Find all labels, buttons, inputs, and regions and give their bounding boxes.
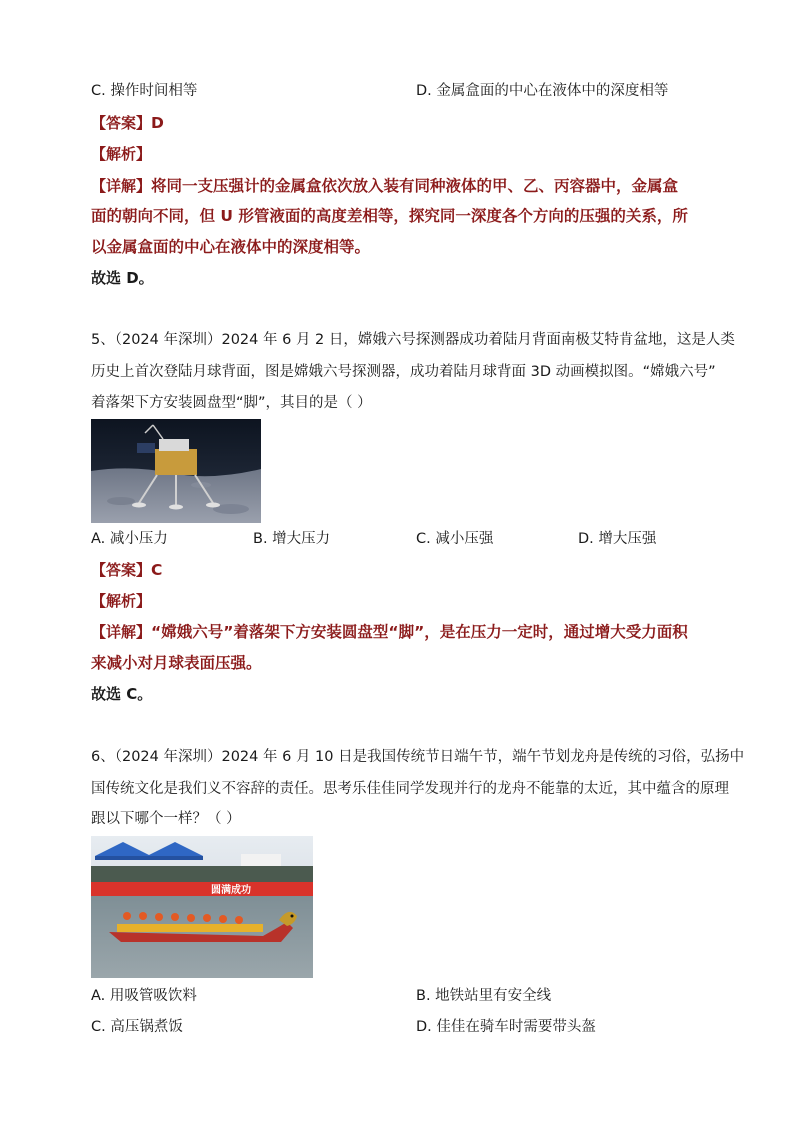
q5-stem-line-3: 着落架下方安装圆盘型“脚”，其目的是（ ） bbox=[91, 395, 372, 411]
banner-text: 圆满成功 bbox=[211, 885, 251, 896]
q5-option-b: B. 增大压力 bbox=[253, 531, 331, 547]
q4-detail-line-2: 面的朝向不同，但 U 形管液面的高度差相等，探究同一深度各个方向的压强的关系，所 bbox=[91, 207, 688, 225]
q4-answer bbox=[91, 113, 164, 134]
q6-option-d: D. 佳佳在骑车时需要带头盔 bbox=[416, 1019, 596, 1035]
q6-option-a: A. 用吸管吸饮料 bbox=[91, 988, 197, 1004]
q4-detail-line-1: 【详解】将同一支压强计的金属盒依次放入装有同种液体的甲、乙、丙容器中，金属盒 bbox=[91, 177, 679, 195]
q4-conclusion: 故选 D。 bbox=[91, 269, 154, 287]
detail-label: 【详解】 bbox=[91, 177, 152, 195]
q6-stem-line-3: 跟以下哪个一样？（ ） bbox=[91, 811, 241, 827]
answer-label: 【答案】 bbox=[91, 561, 152, 579]
answer-label: 【答案】 bbox=[91, 114, 152, 132]
q4-option-c: C. 操作时间相等 bbox=[91, 83, 198, 99]
q5-stem-line-2: 历史上首次登陆月球背面，图是嫦娥六号探测器，成功着陆月球背面 3D 动画模拟图。“嫦娥六号” bbox=[91, 364, 716, 380]
q5-conclusion: 故选 C。 bbox=[91, 685, 153, 703]
q6-option-c: C. 高压锅煮饭 bbox=[91, 1019, 183, 1035]
q4-option-d: D. 金属盒面的中心在液体中的深度相等 bbox=[416, 83, 669, 99]
q5-detail-line-1: 【详解】“嫦娥六号”着落架下方安装圆盘型“脚”，是在压力一定时，通过增大受力面积 bbox=[91, 623, 688, 641]
dragon-boat-image bbox=[91, 836, 313, 978]
q5-option-d: D. 增大压强 bbox=[578, 531, 657, 547]
q6-stem-line-1: 6、（2024 年深圳）2024 年 6 月 10 日是我国传统节日端午节，端午节划龙舟是传统的习俗，弘扬中 bbox=[91, 749, 745, 765]
detail-label: 【详解】 bbox=[91, 623, 152, 641]
q4-analysis-label bbox=[91, 144, 151, 165]
dragon-boat-illustration bbox=[91, 836, 313, 978]
q5-answer bbox=[91, 560, 162, 581]
analysis-label: 【解析】 bbox=[91, 592, 152, 610]
analysis-label: 【解析】 bbox=[91, 145, 152, 163]
q6-option-b: B. 地铁站里有安全线 bbox=[416, 988, 552, 1004]
q6-stem-line-2: 国传统文化是我们义不容辞的责任。思考乐佳佳同学发现并行的龙舟不能靠的太近，其中蕴含的原理 bbox=[91, 781, 729, 797]
q5-option-c: C. 减小压强 bbox=[416, 531, 494, 547]
q4-detail-line-3: 以金属盒面的中心在液体中的深度相等。 bbox=[91, 238, 371, 256]
q5-detail-line-2: 来减小对月球表面压强。 bbox=[91, 654, 262, 672]
answer-value: C bbox=[151, 561, 163, 579]
q5-option-a: A. 减小压力 bbox=[91, 531, 168, 547]
answer-value: D bbox=[151, 114, 164, 132]
q5-analysis-label bbox=[91, 591, 151, 612]
q5-stem-line-1: 5、（2024 年深圳）2024 年 6 月 2 日，嫦娥六号探测器成功着陆月背面南极艾特肯盆地，这是人类 bbox=[91, 332, 735, 348]
lunar-lander-illustration bbox=[91, 419, 261, 523]
lunar-lander-image bbox=[91, 419, 261, 523]
